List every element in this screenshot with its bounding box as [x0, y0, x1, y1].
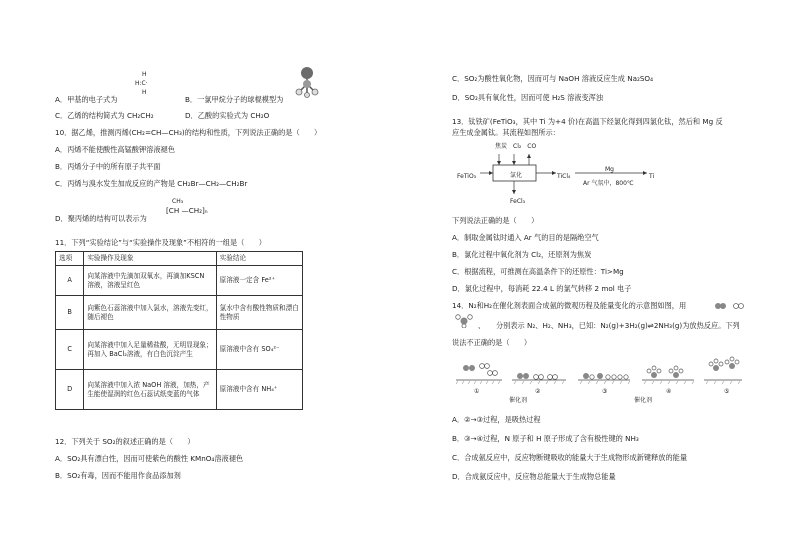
q11-stem: 11．下列“实验结论”与“实验操作及现象”不相符的一组是（ ）	[55, 238, 266, 247]
table-cell-conclusion: 氯水中含有酸性物质和漂白性物质	[216, 296, 302, 330]
table-cell-operation: 向某溶液中先滴加双氧水，再滴加KSCN 溶液，溶液呈红色	[84, 266, 216, 296]
q13-option-d: D．氯化过程中，每消耗 22.4 L 的氯气转移 2 mol 电子	[452, 284, 632, 293]
flow-feed: FeTiO₃	[457, 173, 477, 180]
table-cell-operation: 向某溶液中加入浓 NaOH 溶液，加热，产生能使湿润的红色石蕊试纸变蓝的气体	[84, 370, 216, 410]
q12-stem: 12．下列关于 SO₂的叙述正确的是（ ）	[55, 437, 195, 446]
flow-byproduct: FeCl₃	[510, 198, 526, 205]
q10-option-d: D．聚丙烯的结构可以表示为	[55, 214, 147, 223]
q9-option-b: B．一氯甲烷分子的球棍模型为	[185, 95, 284, 104]
q14-line2: 、 分别表示 N₂、H₂、NH₃，已知：N₂(g)+3H₂(g)⇌2NH₃(g)为放热反应。下列	[478, 321, 740, 330]
catalyst-label: 催化剂	[634, 397, 653, 404]
table-cell-conclusion: 原溶液中含有 NH₄⁺	[216, 370, 302, 410]
q10-option-c: C．丙烯与溴水发生加成反应的产物是 CH₂Br—CH₂—CH₂Br	[55, 179, 248, 188]
step-label: ②	[535, 388, 541, 395]
flow-box-label: 氯化	[510, 172, 523, 179]
table-cell-key: A	[56, 266, 84, 296]
table-header: 实验结论	[216, 252, 302, 266]
ball-stick-model-icon	[294, 66, 320, 98]
q10-stem: 10．据乙烯，推测丙烯(CH₂=CH—CH₃)的结构和性质，下列说法正确的是（ ）	[55, 128, 322, 137]
step-label: ③	[602, 388, 608, 395]
q11-table	[55, 251, 303, 410]
q10-option-d-substituent: CH₃	[172, 198, 184, 205]
flow-reagent: Mg	[605, 166, 614, 173]
q9-option-c: C．乙烯的结构简式为 CH₂CH₂	[55, 111, 154, 120]
ammonia-legend-icon	[452, 314, 476, 328]
q14-line3: 说法不正确的是（ ）	[452, 338, 532, 347]
table-row	[56, 370, 303, 410]
methyl-formula-mid: H:C·	[135, 80, 148, 87]
table-cell-operation: 向某溶液中加入足量稀盐酸，无明显现象；再加入 BaCl₂溶液，有白色沉淀产生	[84, 330, 216, 370]
q12-option-d: D．SO₂具有氧化性，因而可使 H₂S 溶液变浑浊	[452, 93, 604, 102]
table-row	[56, 296, 303, 330]
q14-option-c: C．合成氨反应中，反应物断键吸收的能量大于生成物形成新键释放的能量	[452, 453, 688, 462]
catalysis-process-diagram	[454, 356, 744, 400]
q14-option-b: B．③→④过程，N 原子和 H 原子形成了含有极性键的 NH₃	[452, 434, 639, 443]
q13-option-c: C．根据流程，可推测在高温条件下的还原性：Ti>Mg	[452, 267, 624, 276]
table-cell-key: B	[56, 296, 84, 330]
q9-option-d: D．乙酸的实验式为 CH₂O	[185, 111, 270, 120]
table-cell-key: C	[56, 330, 84, 370]
q13-option-a: A．制取金属钛时通入 Ar 气的目的是隔绝空气	[452, 233, 599, 242]
table-row	[56, 266, 303, 296]
flow-product: TiCl₄	[557, 173, 571, 180]
q14-option-a: A．②→③过程，是吸热过程	[452, 415, 541, 424]
q9-option-a: A．甲基的电子式为	[55, 95, 118, 104]
q13-ask: 下列说法正确的是（ ）	[452, 216, 539, 225]
table-header-row	[56, 252, 303, 266]
catalyst-label: 催化剂	[509, 397, 528, 404]
step-label: ①	[474, 388, 480, 395]
flow-inputs: 焦炭 Cl₂ CO	[495, 143, 537, 150]
step-label: ⑤	[724, 388, 730, 395]
flow-output: Ti	[649, 173, 655, 180]
q14-option-d: D．合成氨反应中，反应物总能量大于生成物总能量	[452, 472, 616, 481]
step-label: ④	[666, 388, 672, 395]
q13-stem-line1: 13．钛铁矿(FeTiO₃，其中 Ti 为+4 价)在高温下经氯化得到四氯化钛，然后和 Mg 反	[452, 117, 723, 126]
table-row	[56, 330, 303, 370]
q10-option-d-polymer: [CH —CH₂]ₙ	[166, 206, 208, 215]
molecule-legend-icon	[714, 300, 748, 312]
flow-condition: Ar 气氛中，800℃	[583, 180, 634, 187]
table-cell-operation: 向紫色石蕊溶液中加入氯水，溶液先变红，随后褪色	[84, 296, 216, 330]
methyl-formula-top: H	[142, 71, 147, 78]
q12-option-c: C．SO₂为酸性氧化物，因而可与 NaOH 溶液反应生成 Na₂SO₄	[452, 74, 653, 83]
q12-option-b: B．SO₂有毒，因而不能用作食品添加剂	[55, 471, 181, 480]
table-cell-conclusion: 原溶液一定含 Fe²⁺	[216, 266, 302, 296]
q12-option-a: A．SO₂具有漂白性，因而可使紫色的酸性 KMnO₄溶液褪色	[55, 454, 244, 463]
q13-option-b: B．氯化过程中氧化剂为 Cl₂，还原剂为焦炭	[452, 250, 592, 259]
table-header: 实验操作及现象	[84, 252, 216, 266]
q10-option-a: A．丙烯不能使酸性高锰酸钾溶液褪色	[55, 145, 175, 154]
q14-line1: 14．N₂和H₂在催化剂表面合成氨的微观历程及能量变化的示意图如图，用	[452, 301, 687, 310]
table-cell-conclusion: 原溶液中含有 SO₄²⁻	[216, 330, 302, 370]
table-cell-key: D	[56, 370, 84, 410]
q10-option-b: B．丙烯分子中的所有原子共平面	[55, 162, 161, 171]
flow-arrows	[452, 150, 662, 200]
methyl-formula-bot: H	[142, 89, 147, 96]
q13-stem-line2: 应生成金属钛。其流程如图所示：	[452, 128, 560, 137]
table-header: 选项	[56, 252, 84, 266]
